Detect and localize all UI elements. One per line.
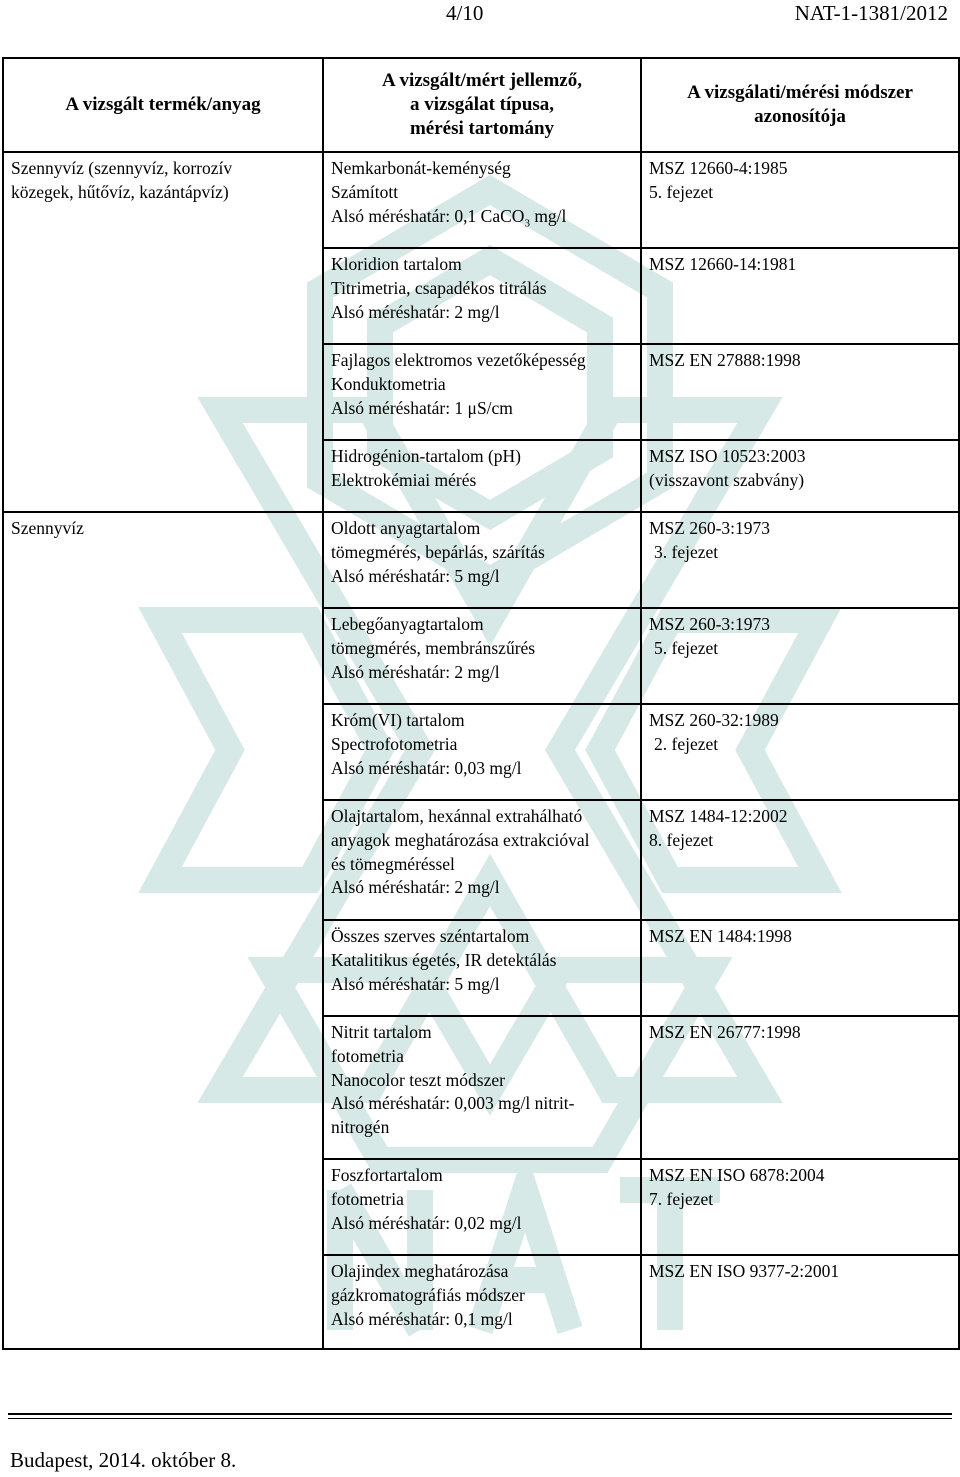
table-row [3,344,959,440]
property-text: mg/l [529,205,567,226]
method-line: MSZ EN ISO 9377-2:2001 [649,1261,840,1281]
property-cell [323,440,641,512]
property-line: Oldott anyagtartalom [331,518,481,538]
property-line: Lebegőanyagtartalom [331,614,484,634]
method-line: 5. fejezet [654,637,719,658]
method-cell [641,152,959,248]
property-line: Katalitikus égetés, IR detektálás [331,949,557,970]
table-row [3,920,959,1016]
footer-divider [8,1418,952,1419]
property-cell [323,512,641,608]
property-line: Króm(VI) tartalom [331,710,465,730]
product-cell [3,704,323,800]
product-cell [3,512,323,608]
property-line: Hidrogénion-tartalom (pH) [331,446,522,466]
header-line: A vizsgálati/mérési módszer [687,82,913,103]
product-line: Szennyvíz [11,518,84,538]
property-line: nitrogén [331,1117,390,1138]
property-cell [323,344,641,440]
property-line: Alsó méréshatár: 2 mg/l [331,877,500,898]
property-line: tömegmérés, bepárlás, szárítás [331,541,545,562]
property-line: Nitrit tartalom [331,1022,432,1042]
method-line: MSZ 260-3:1973 [649,518,771,538]
page-number: 4/10 [446,1,484,25]
property-line: Alsó méréshatár: 0,02 mg/l [331,1212,522,1233]
header-line: azonosítója [754,106,846,127]
property-line: Alsó méréshatár: 2 mg/l [331,301,500,322]
method-cell [641,920,959,1016]
column-header-property [323,58,641,152]
property-cell [323,1016,641,1159]
property-cell [323,248,641,344]
property-line: Olajtartalom, hexánnal extrahálható [331,806,583,826]
property-line: Fajlagos elektromos vezetőképesség [331,350,586,370]
method-line: (visszavont szabvány) [649,469,805,490]
property-line: Alsó méréshatár: 5 mg/l [331,973,500,994]
property-line: Nanocolor teszt módszer [331,1069,505,1090]
method-cell [641,1255,959,1349]
product-line: Szennyvíz (szennyvíz, korrozív [11,158,233,178]
table-header-row [3,58,959,152]
product-cell [3,248,323,344]
property-line: Titrimetria, csapadékos titrálás [331,277,547,298]
property-cell [323,1255,641,1349]
property-line: Nemkarbonát-keménység [331,158,511,178]
property-line: és tömegméréssel [331,853,455,874]
method-line: MSZ 260-3:1973 [649,614,771,634]
property-cell [323,608,641,704]
property-line: Összes szerves széntartalom [331,926,530,946]
property-line: Alsó méréshatár: 0,003 mg/l nitrit- [331,1093,575,1114]
property-line: fotometria [331,1188,404,1209]
property-line: Kloridion tartalom [331,254,462,274]
property-cell [323,800,641,920]
product-cell [3,152,323,248]
method-line: MSZ EN 1484:1998 [649,926,792,946]
method-line: 3. fejezet [654,541,719,562]
footer-divider [8,1413,952,1415]
column-header-product: A vizsgált termék/anyag [3,58,323,152]
document-id: NAT-1-1381/2012 [794,1,948,25]
method-line: 7. fejezet [649,1188,714,1209]
property-cell [323,920,641,1016]
method-cell [641,512,959,608]
method-cell [641,608,959,704]
product-cell [3,920,323,1016]
property-line: Elektrokémiai mérés [331,469,477,490]
property-cell [323,1159,641,1255]
property-line: Számított [331,181,399,202]
header-line: A vizsgált/mért jellemző, [382,70,582,91]
property-line: Spectrofotometria [331,733,458,754]
property-line: Foszfortartalom [331,1165,443,1185]
table-row [3,440,959,512]
method-line: 2. fejezet [654,733,719,754]
property-line: tömegmérés, membránszűrés [331,637,536,658]
header-line: mérési tartomány [409,118,555,139]
property-line: fotometria [331,1045,404,1066]
property-line: Alsó méréshatár: 0,1 mg/l [331,1308,513,1329]
property-line: Konduktometria [331,373,446,394]
table-row [3,608,959,704]
product-line: közegek, hűtővíz, kazántápvíz) [11,181,229,202]
footer-place-date: Budapest, 2014. október 8. [10,1448,237,1472]
property-text: Alsó méréshatár: 0,1 CaCO [331,205,525,226]
table-row [3,704,959,800]
table-row [3,248,959,344]
method-cell [641,800,959,920]
method-cell [641,440,959,512]
header-line: a vizsgálat típusa, [409,94,555,115]
table-row [3,1255,959,1349]
method-cell [641,248,959,344]
method-cell [641,1159,959,1255]
property-line: anyagok meghatározása extrakcióval [331,829,590,850]
subscript: 3 [524,217,530,230]
method-line: 5. fejezet [649,181,714,202]
table-row [3,1159,959,1255]
method-line: MSZ EN 27888:1998 [649,350,801,370]
product-cell [3,1159,323,1255]
product-cell [3,440,323,512]
table-row [3,800,959,920]
product-cell [3,1016,323,1159]
method-cell [641,344,959,440]
accreditation-table [2,57,960,1350]
property-line: Alsó méréshatár: 5 mg/l [331,565,500,586]
product-cell [3,608,323,704]
table-row [3,152,959,248]
property-cell [323,152,641,248]
property-line: Alsó méréshatár: 2 mg/l [331,661,500,682]
property-line: Alsó méréshatár: 1 μS/cm [331,397,513,418]
product-cell [3,344,323,440]
product-cell [3,800,323,920]
product-cell [3,1255,323,1349]
property-line: gázkromatográfiás módszer [331,1284,525,1305]
method-line: MSZ ISO 10523:2003 [649,446,806,466]
method-line: MSZ 1484-12:2002 [649,806,788,826]
table-row [3,1016,959,1159]
property-line: Alsó méréshatár: 0,03 mg/l [331,757,522,778]
method-cell [641,1016,959,1159]
method-cell [641,704,959,800]
method-line: 8. fejezet [649,829,714,850]
method-line: MSZ EN 26777:1998 [649,1022,801,1042]
method-line: MSZ 260-32:1989 [649,710,779,730]
column-header-method [641,58,959,152]
method-line: MSZ EN ISO 6878:2004 [649,1165,825,1185]
table-row [3,512,959,608]
property-line [331,205,633,236]
property-line: Olajindex meghatározása [331,1261,509,1281]
method-line: MSZ 12660-14:1981 [649,254,797,274]
method-line: MSZ 12660-4:1985 [649,158,788,178]
property-cell [323,704,641,800]
